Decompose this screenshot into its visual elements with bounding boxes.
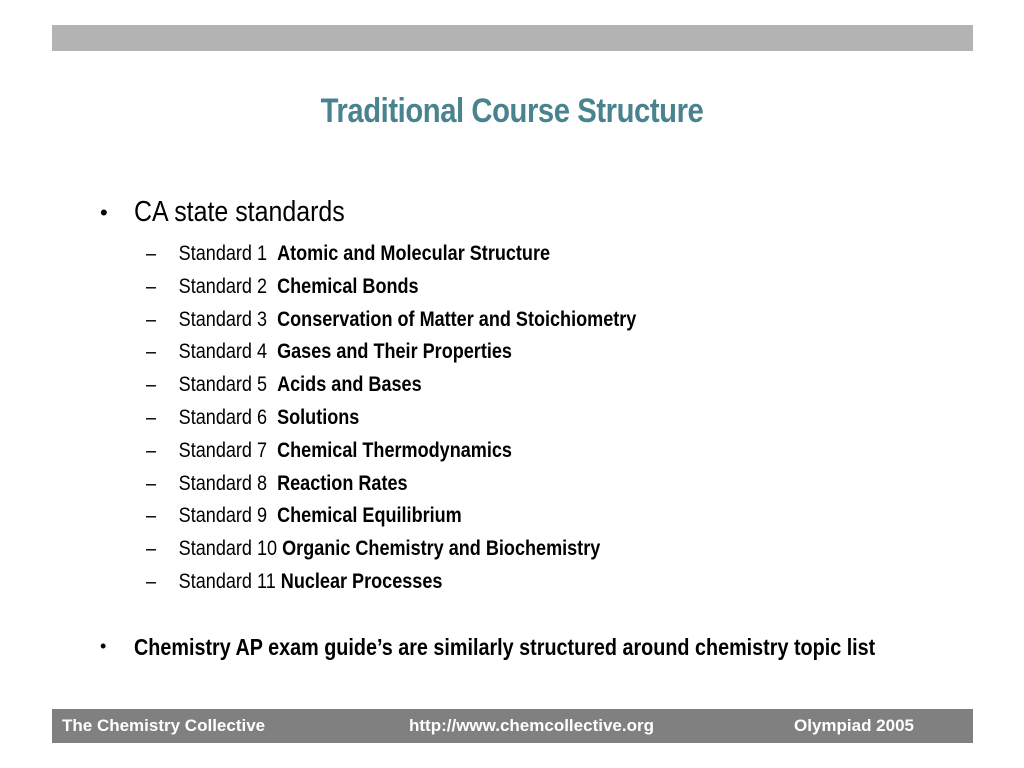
dash-marker: – — [146, 504, 157, 528]
dash-marker: – — [146, 569, 157, 593]
standard-number: Standard 11 — [178, 569, 276, 593]
list-item — [146, 371, 636, 404]
dash-marker: – — [146, 438, 157, 462]
header-bar — [52, 25, 973, 51]
dash-marker: – — [146, 405, 157, 429]
bullet-marker-2: • — [100, 636, 107, 656]
standard-number: Standard 4 — [178, 340, 268, 364]
footer-bar — [52, 709, 973, 743]
standard-number: Standard 10 — [178, 537, 278, 561]
standard-number: Standard 3 — [178, 307, 268, 331]
list-item — [146, 437, 636, 470]
list-item — [146, 404, 636, 437]
list-item — [146, 338, 636, 371]
standard-topic: Acids and Bases — [277, 373, 422, 397]
list-item — [146, 240, 636, 273]
list-item — [146, 273, 636, 306]
list-item — [146, 535, 636, 568]
list-item — [146, 306, 636, 339]
dash-marker: – — [146, 274, 157, 298]
dash-marker: – — [146, 242, 157, 265]
standard-topic: Conservation of Matter and Stoichiometry — [277, 307, 637, 331]
standard-topic: Chemical Bonds — [277, 274, 419, 298]
bullet-ca-standards: CA state standards — [134, 196, 345, 228]
standard-number: Standard 5 — [178, 373, 268, 397]
standard-topic: Nuclear Processes — [280, 569, 443, 593]
standard-number: Standard 6 — [178, 405, 268, 429]
standard-topic: Organic Chemistry and Biochemistry — [282, 537, 601, 561]
standard-topic: Reaction Rates — [277, 471, 408, 495]
dash-marker: – — [146, 340, 157, 364]
standard-number: Standard 7 — [178, 438, 268, 462]
footer-right-text: Olympiad 2005 — [794, 716, 915, 735]
standard-number: Standard 1 — [178, 242, 268, 265]
list-item — [146, 502, 636, 535]
bullet-marker-1: • — [100, 200, 108, 225]
footer-url: http://www.chemcollective.org — [409, 716, 654, 735]
dash-marker: – — [146, 471, 157, 495]
standard-topic: Solutions — [277, 405, 360, 429]
standard-topic: Gases and Their Properties — [277, 340, 512, 364]
footer-left-text: The Chemistry Collective — [62, 716, 266, 735]
standard-topic: Chemical Thermodynamics — [277, 438, 512, 462]
list-item — [146, 470, 636, 503]
bullet-ap-exam: Chemistry AP exam guide’s are similarly structured around chemistry topic list — [134, 634, 876, 660]
standard-number: Standard 9 — [178, 504, 268, 528]
dash-marker: – — [146, 307, 157, 331]
standard-topic: Chemical Equilibrium — [277, 504, 462, 528]
dash-marker: – — [146, 537, 157, 561]
slide-title: Traditional Course Structure — [320, 92, 704, 130]
standards-list — [146, 240, 716, 601]
standard-topic: Atomic and Molecular Structure — [277, 242, 551, 265]
standard-number: Standard 2 — [178, 274, 268, 298]
list-item — [146, 568, 636, 601]
standard-number: Standard 8 — [178, 471, 268, 495]
dash-marker: – — [146, 373, 157, 397]
